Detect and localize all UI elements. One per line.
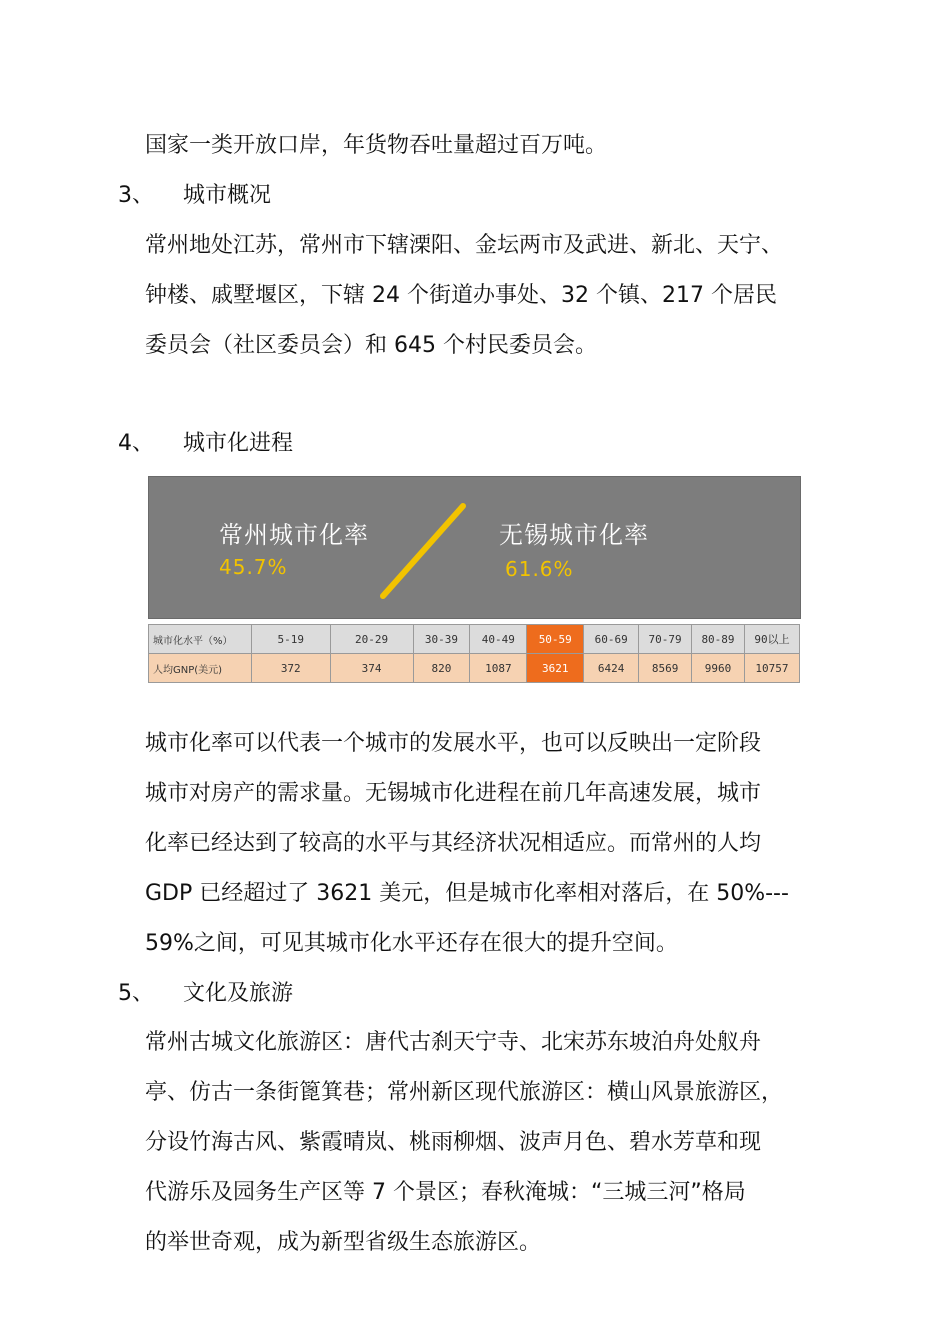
urbanization-table: [148, 624, 800, 683]
section-number: 5、: [118, 981, 154, 1006]
paragraph-line: 59%之间，可见其城市化水平还存在很大的提升空间。: [145, 931, 678, 956]
paragraph-line: 亭、仿古一条街篦箕巷；常州新区现代旅游区：横山风景旅游区，: [145, 1080, 784, 1105]
changzhou-label: 常州城市化率: [219, 521, 369, 549]
paragraph-line: GDP 已经超过了 3621 美元，但是城市化率相对落后，在 50%---: [145, 881, 789, 906]
urbanization-banner: [148, 476, 801, 619]
section-number: 3、: [118, 183, 154, 208]
table-cell: 1087: [470, 654, 527, 683]
paragraph-line: 城市对房产的需求量。无锡城市化进程在前几年高速发展，城市: [145, 781, 762, 806]
table-cell: 90以上: [744, 625, 799, 654]
section-title: 城市化进程: [183, 431, 294, 456]
table-cell-highlight: 3621: [527, 654, 584, 683]
wuxi-rate: 61.6%: [505, 557, 574, 581]
section-title: 文化及旅游: [183, 981, 294, 1006]
table-cell: 9960: [692, 654, 745, 683]
table-cell: 6424: [584, 654, 639, 683]
section-number: 4、: [118, 431, 154, 456]
table-cell: 372: [251, 654, 330, 683]
wuxi-label: 无锡城市化率: [499, 521, 649, 549]
table-cell: 30-39: [413, 625, 470, 654]
divider-slash-icon: [375, 501, 471, 601]
paragraph-line: 常州地处江苏，常州市下辖溧阳、金坛两市及武进、新北、天宁、: [145, 233, 784, 258]
row-header: 城市化水平（%）: [149, 625, 252, 654]
table-cell: 5-19: [251, 625, 330, 654]
table-cell: 820: [413, 654, 470, 683]
paragraph-line: 常州古城文化旅游区：唐代古刹天宁寺、北宋苏东坡泊舟处舣舟: [145, 1030, 762, 1055]
table-cell-highlight: 50-59: [527, 625, 584, 654]
paragraph-line: 城市化率可以代表一个城市的发展水平，也可以反映出一定阶段: [145, 731, 762, 756]
table-cell: 70-79: [639, 625, 692, 654]
paragraph-line: 代游乐及园务生产区等 7 个景区；春秋淹城：“三城三河”格局: [145, 1180, 746, 1205]
table-row-levels: [149, 625, 800, 654]
table-cell: 40-49: [470, 625, 527, 654]
table-cell: 10757: [744, 654, 799, 683]
urbanization-figure: [148, 476, 800, 689]
paragraph-line: 委员会（社区委员会）和 645 个村民委员会。: [145, 333, 597, 358]
table-cell: 60-69: [584, 625, 639, 654]
row-header: 人均GNP(美元): [149, 654, 252, 683]
table-cell: 80-89: [692, 625, 745, 654]
table-cell: 374: [330, 654, 413, 683]
changzhou-rate: 45.7%: [219, 555, 288, 579]
table-cell: 8569: [639, 654, 692, 683]
paragraph-line: 国家一类开放口岸，年货物吞吐量超过百万吨。: [145, 133, 608, 158]
section-title: 城市概况: [183, 183, 272, 208]
paragraph-line: 钟楼、戚墅堰区，下辖 24 个街道办事处、32 个镇、217 个居民: [145, 283, 777, 308]
table-row-gnp: [149, 654, 800, 683]
paragraph-line: 的举世奇观，成为新型省级生态旅游区。: [145, 1230, 542, 1255]
paragraph-line: 分设竹海古风、紫霞晴岚、桃雨柳烟、波声月色、碧水芳草和现: [145, 1130, 762, 1155]
paragraph-line: 化率已经达到了较高的水平与其经济状况相适应。而常州的人均: [145, 831, 762, 856]
table-cell: 20-29: [330, 625, 413, 654]
